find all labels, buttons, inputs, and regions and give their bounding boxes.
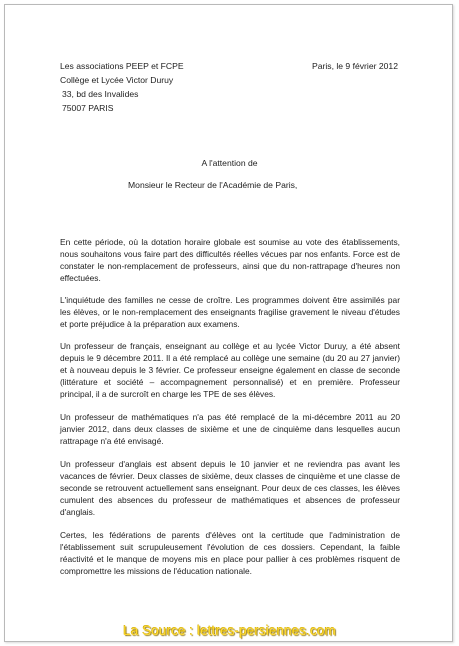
letter-body [60, 236, 400, 588]
paragraph: Certes, les fédérations de parents d'élèves ont la certitude que l'administration de l'établissement suit scrupuleusement l'évolution de ces dossiers. Cependant, la faible réactivité et le manque de moyens mis en place pour pallier à ces problèmes risquent de compromettre les missions de l'éducation nationale. [60, 530, 400, 576]
sender-line-3: 33, bd des Invalides [62, 89, 139, 99]
sender-line-2: Collège et Lycée Victor Duruy [60, 75, 174, 85]
paragraph: Un professeur d'anglais est absent depuis le 10 janvier et ne reviendra pas avant les vacances de février. Deux classes de sixième, deux classes de cinquième et une classe de seconde se retrouvent actuellement sans enseignant. Pour deux de ces classes, les élèves cumulent des absences du professeur de mathématiques et absences de professeur d'anglais. [60, 459, 400, 517]
paragraph: Un professeur de français, enseignant au collège et au lycée Victor Duruy, a été absent depuis le 9 décembre 2011. Il a été remplacé au collège une semaine (du 20 au 27 janvier) et à nouveau depuis le 3 février. Ce professeur enseigne également en classe de seconde (littérature et société – accompagnement personnalisé) et en première. Professeur principal, il a de surcroît en charge les TPE de ses élèves. [60, 341, 400, 399]
source-watermark: La Source : lettres-persiennes.com [123, 623, 336, 638]
paragraph: En cette période, où la dotation horaire globale est soumise au vote des établissements, nous souhaitons vous faire part des difficultés réelles vécues par nos enfants. Force est de constater le non-remplacement de professeurs, ainsi que du non-rattrapage d'heures non effectuées. [60, 237, 400, 283]
addressee-line: Monsieur le Recteur de l'Académie de Paris, [128, 180, 298, 190]
paragraph: L'inquiétude des familles ne cesse de croître. Les programmes doivent être assimilés par les élèves, or le non-remplacement des enseignants fragilise gravement le niveau d'études et porte préjudice à la préparation aux examens. [60, 295, 400, 329]
attention-line: A l'attention de [201, 158, 258, 168]
sender-line-4: 75007 PARIS [62, 103, 114, 113]
sender-address [60, 59, 184, 115]
sender-line-1: Les associations PEEP et FCPE [60, 61, 184, 71]
letter-date: Paris, le 9 février 2012 [312, 61, 398, 71]
paragraph: Un professeur de mathématiques n'a pas été remplacé de la mi-décembre 2011 au 20 janvier 2012, dans deux classes de sixième et une de cinquième dans lesquelles aucun rattrapage n'a été envisagé. [60, 412, 400, 446]
